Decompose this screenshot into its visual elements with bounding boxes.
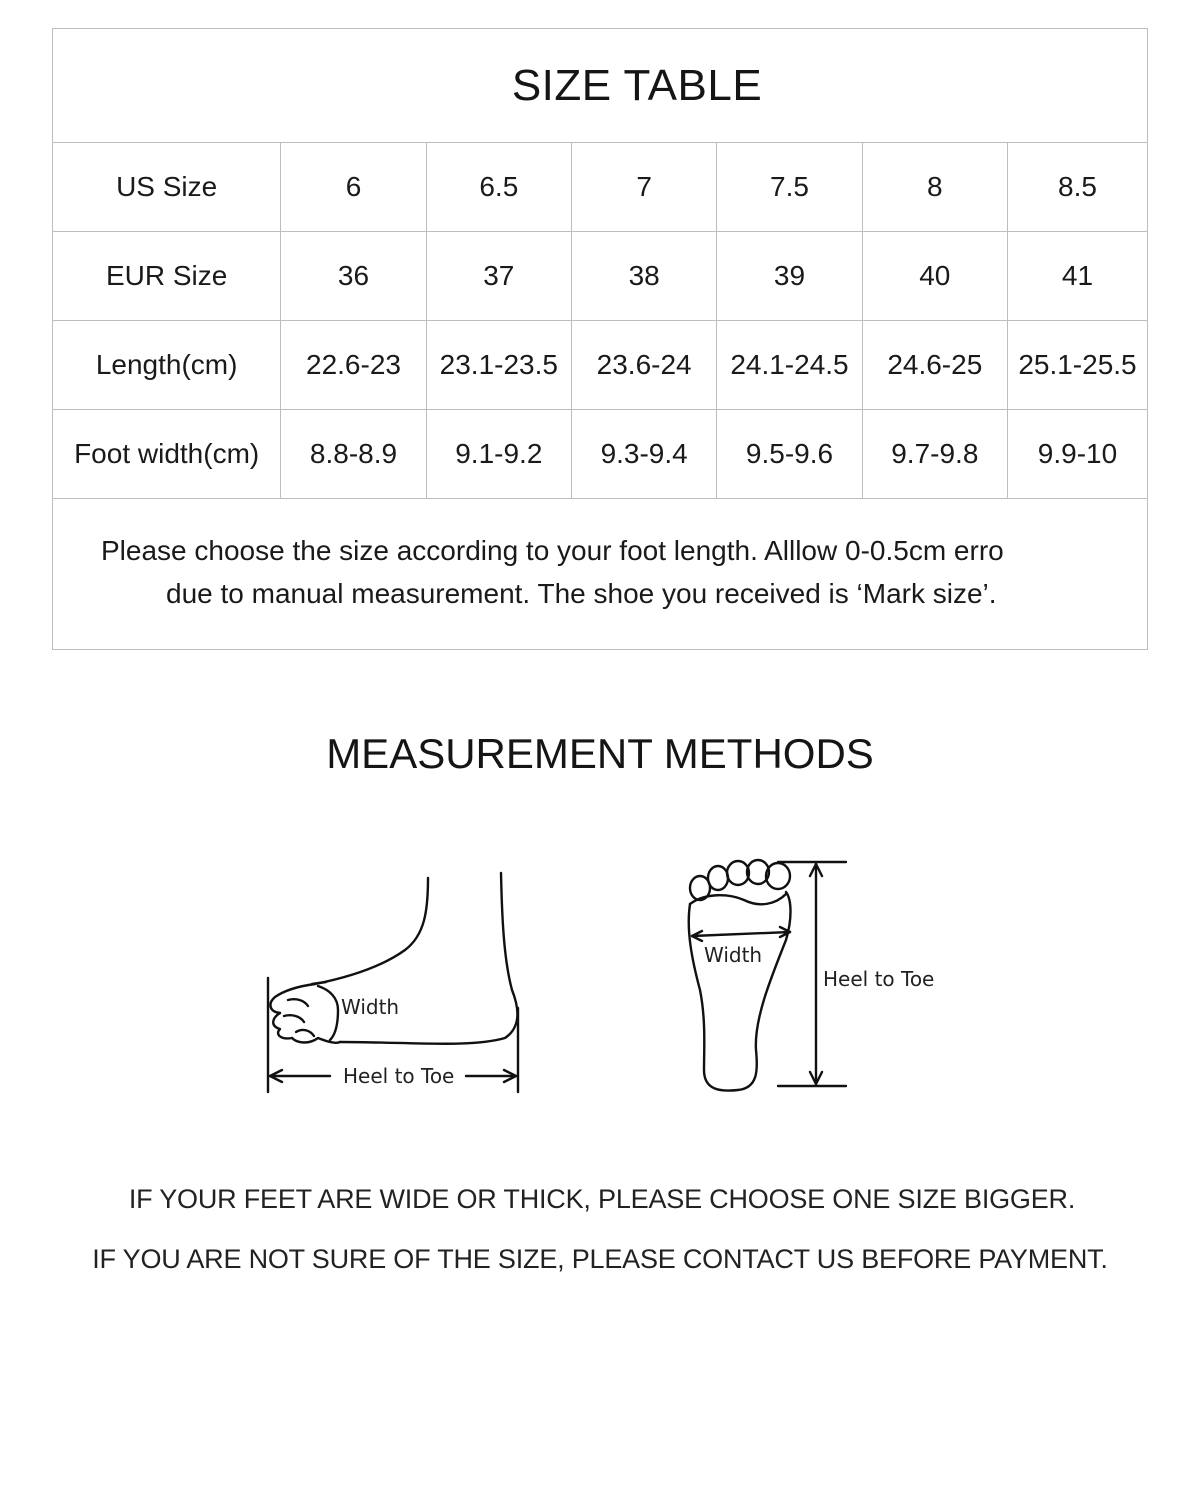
- table-row-eur-size: [53, 232, 1147, 321]
- table-cell: 36: [281, 232, 426, 321]
- tip-wide-feet: IF YOUR FEET ARE WIDE OR THICK, PLEASE CHOOSE ONE SIZE BIGGER.: [128, 1184, 1076, 1214]
- table-cell: 9.9-10: [1007, 410, 1147, 499]
- table-cell: 41: [1007, 232, 1147, 321]
- foot-side-view-illustration: [268, 873, 518, 1092]
- table-cell: 7: [571, 143, 716, 232]
- table-cell: 24.1-24.5: [717, 321, 862, 410]
- table-cell: 40: [862, 232, 1007, 321]
- size-note-line-2: due to manual measurement. The shoe you received is ‘Mark size’.: [166, 578, 997, 609]
- size-note: [53, 495, 1147, 649]
- measurement-diagram: [0, 800, 1200, 1160]
- table-cell: 9.1-9.2: [426, 410, 571, 499]
- side-view-width-label: Width: [341, 995, 400, 1019]
- side-view-length-label: Heel to Toe: [343, 1064, 455, 1088]
- table-cell: 9.7-9.8: [862, 410, 1007, 499]
- table-cell: 24.6-25: [862, 321, 1007, 410]
- row-label: Length(cm): [53, 321, 281, 410]
- table-cell: 38: [571, 232, 716, 321]
- table-cell: 8: [862, 143, 1007, 232]
- table-cell: 6: [281, 143, 426, 232]
- measurement-methods-title: MEASUREMENT METHODS: [326, 730, 874, 777]
- table-row-length: [53, 321, 1147, 410]
- row-label: US Size: [53, 143, 281, 232]
- table-cell: 8.8-8.9: [281, 410, 426, 499]
- table-row-us-size: [53, 143, 1147, 232]
- table-cell: 23.1-23.5: [426, 321, 571, 410]
- table-cell: 7.5: [717, 143, 862, 232]
- table-cell: 25.1-25.5: [1007, 321, 1147, 410]
- table-cell: 6.5: [426, 143, 571, 232]
- table-row-foot-width: [53, 410, 1147, 499]
- table-cell: 9.3-9.4: [571, 410, 716, 499]
- row-label: EUR Size: [53, 232, 281, 321]
- tip-contact-us: IF YOU ARE NOT SURE OF THE SIZE, PLEASE CONTACT US BEFORE PAYMENT.: [92, 1244, 1108, 1274]
- size-note-line-1: Please choose the size according to your foot length. Alllow 0-0.5cm erro: [101, 535, 1004, 566]
- table-cell: 22.6-23: [281, 321, 426, 410]
- table-cell: 23.6-24: [571, 321, 716, 410]
- size-table-title: SIZE TABLE: [53, 29, 1147, 143]
- sole-view-length-label: Heel to Toe: [823, 967, 935, 991]
- table-cell: 37: [426, 232, 571, 321]
- size-grid: [53, 143, 1147, 499]
- table-cell: 9.5-9.6: [717, 410, 862, 499]
- table-cell: 39: [717, 232, 862, 321]
- size-table: [52, 28, 1148, 650]
- sole-view-width-label: Width: [704, 943, 763, 967]
- row-label: Foot width(cm): [53, 410, 281, 499]
- table-cell: 8.5: [1007, 143, 1147, 232]
